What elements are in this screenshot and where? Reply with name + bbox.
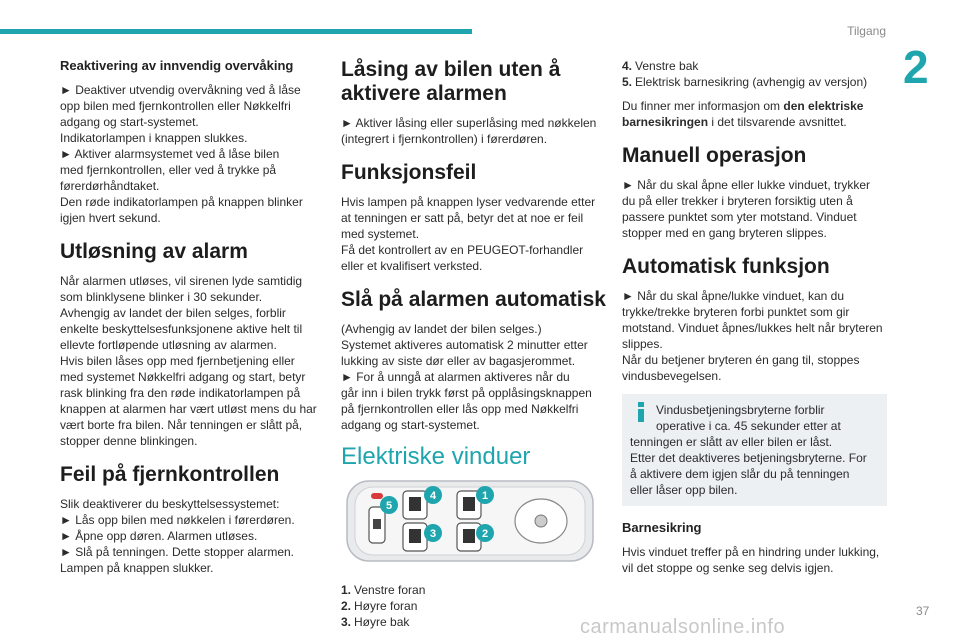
text-line: rask blinking fra den røde indikatorlampen på <box>60 386 301 400</box>
text-line: Den røde indikatorlampen på knappen blinker <box>60 195 303 209</box>
text-line: Hvis lampen på knappen lyser vedvarende etter <box>341 195 596 209</box>
paragraph-manuell <box>622 177 887 241</box>
list-item: 5. Elektrisk barnesikring (avhengig av versjon) <box>622 75 868 89</box>
text-line: ► Åpne opp døren. Alarmen utløses. <box>60 529 258 543</box>
list-item: 2. Høyre foran <box>341 599 418 613</box>
paragraph-info-barnesikring: Du finner mer informasjon om den elektriske barnesikringen i det tilsvarende avsnittet. <box>622 99 864 129</box>
text-line: Lampen på knappen slukker. <box>60 561 214 575</box>
text-line: operative i ca. 45 sekunder etter at <box>656 419 841 433</box>
text-line: med systemet Nøkkelfri adgang og start, betyr <box>60 370 306 384</box>
text-line: stopper med en gang bryteren slippes. <box>622 226 827 240</box>
text-line: ► Når du skal åpne eller lukke vinduet, trykker <box>622 178 870 192</box>
header-accent-bar <box>0 29 472 34</box>
paragraph-lasing <box>341 115 606 147</box>
text-line: Etter det deaktiveres betjeningsbryterne. For <box>630 451 867 465</box>
heading-lasing: Låsing av bilen uten å aktivere alarmen <box>341 58 561 105</box>
switch-right-rear <box>403 523 427 551</box>
paragraph-utlosning <box>60 273 325 449</box>
switch-left-rear <box>403 491 427 519</box>
text-line: som blinklysene blinker i 30 sekunder. <box>60 290 263 304</box>
text-line: ► For å unngå at alarmen aktiveres når du <box>341 370 570 384</box>
text-line: ► Når du skal åpne/lukke vinduet, kan du <box>622 289 845 303</box>
text-line: ► Deaktiver utvendig overvåkning ved å låse <box>60 83 301 97</box>
callout-5: 5 <box>385 500 393 512</box>
text-line: vært borte fra bilen. Når tenningen er slått på, <box>60 418 303 432</box>
heading-reaktivering: Reaktivering av innvendig overvåking <box>60 58 294 73</box>
text-line: adgang og start-systemet. <box>60 115 199 129</box>
paragraph-sla-pa-alarm <box>341 321 606 433</box>
paragraph-feil-fjernkontroll <box>60 496 325 576</box>
text-line: slippes. <box>622 337 663 351</box>
alarm-indicator-lamp <box>371 493 383 499</box>
text-line: motstand. Vinduet åpnes/lukkes helt når bryteren <box>622 321 883 335</box>
text-line: ► Aktiver alarmsystemet ved å låse bilen <box>60 147 280 161</box>
text-line: Når alarmen utløses, vil sirenen lyde samtidig <box>60 274 303 288</box>
text-line: Vindusbetjeningsbryterne forblir <box>656 403 825 417</box>
text-line: går inn i bilen trykk først på opplåsingsknappen <box>341 386 592 400</box>
text-line: ► Lås opp bilen med nøkkelen i førerdøren. <box>60 513 295 527</box>
text-line: Hvis vinduet treffer på en hindring under lukking, <box>622 545 880 559</box>
page-number: 37 <box>916 604 930 618</box>
chapter-heading-elektriske-vinduer: Elektriske vinduer <box>341 443 531 470</box>
text-line: eller et kvalifisert verksted. <box>341 259 483 273</box>
window-switch-panel-illustration <box>345 479 595 564</box>
heading-funksjonsfeil: Funksjonsfeil <box>341 161 477 184</box>
column-2 <box>341 58 606 630</box>
text-line: Hvis bilen låses opp med fjernbetjening eller <box>60 354 295 368</box>
text-line: du på eller trekker i bryteren forsiktig uten å <box>622 194 853 208</box>
info-note-box <box>622 394 887 506</box>
column-1 <box>60 58 325 584</box>
section-title: Tilgang <box>847 24 886 38</box>
text-line: Avhengig av landet der bilen selges, forblir <box>60 306 286 320</box>
column-3 <box>622 58 887 584</box>
text-line: stopper denne blinkingen. <box>60 434 198 448</box>
heading-feil-fjernkontroll: Feil på fjernkontrollen <box>60 463 280 486</box>
text-line: ► Slå på tenningen. Dette stopper alarmen. <box>60 545 295 559</box>
text-line: førerdørhåndtaket. <box>60 179 160 193</box>
text-line: passere punktet som yter motstand. Vinduet <box>622 210 857 224</box>
heading-sla-pa-alarm: Slå på alarmen automatisk <box>341 288 606 311</box>
watermark: carmanualsonline.info <box>580 616 786 638</box>
list-item: 1. Venstre foran <box>341 583 426 597</box>
heading-barnesikring: Barnesikring <box>622 520 702 535</box>
heading-automatisk: Automatisk funksjon <box>622 255 830 278</box>
text-line: adgang og start-systemet. <box>341 418 480 432</box>
text-line: enkelte beskyttelsesfunksjonene aktive helt til <box>60 322 303 336</box>
paragraph-funksjonsfeil <box>341 194 606 274</box>
text-line: med systemet. <box>341 227 420 241</box>
heading-utlosning: Utløsning av alarm <box>60 240 248 263</box>
text-line: knappen at alarmen har vært utløst mens du har <box>60 402 317 416</box>
text-line: tenningen er slått av eller bilen er låst. <box>630 435 833 449</box>
text-line: vil det stoppe og senke seg delvis igjen. <box>622 561 834 575</box>
text-line: (Avhengig av landet der bilen selges.) <box>341 322 542 336</box>
list-item: 4. Venstre bak <box>622 59 699 73</box>
list-item: 3. Høyre bak <box>341 615 410 629</box>
text-line: (integrert i fjernkontrollen) i førerdøren. <box>341 132 548 146</box>
paragraph-reaktivering <box>60 82 325 226</box>
text-line: Systemet aktiveres automatisk 2 minutter etter <box>341 338 588 352</box>
text-line: ► Aktiver låsing eller superlåsing med nøkkelen <box>341 116 597 130</box>
switch-legend-list <box>341 582 606 630</box>
paragraph-barnesikring <box>622 544 887 576</box>
text-line: Slik deaktiverer du beskyttelsessystemet: <box>60 497 280 511</box>
callout-3: 3 <box>429 528 437 540</box>
text-line: trykke/trekke bryteren forbi punktet som gir <box>622 305 850 319</box>
text-line: at tenningen er satt på, betyr det at noe er feil <box>341 211 584 225</box>
switch-legend-list-cont <box>622 58 887 90</box>
text-line: opp bilen med fjernkontrollen eller Nøkkelfri <box>60 99 291 113</box>
text-line: lukking av siste dør eller av bagasjerommet. <box>341 354 576 368</box>
info-icon <box>632 402 650 422</box>
text-line: igjen hvert sekund. <box>60 211 161 225</box>
paragraph-automatisk <box>622 288 887 384</box>
callout-2: 2 <box>481 528 489 540</box>
text-line: ellevte fortløpende utløsning av alarmen. <box>60 338 277 352</box>
heading-manuell: Manuell operasjon <box>622 144 807 167</box>
chapter-number: 2 <box>903 41 929 93</box>
text-line: vindusbevegelsen. <box>622 369 722 383</box>
text-line: å aktivere dem igjen slår du på tenningen <box>630 467 850 481</box>
text-line: på fjernkontrollen eller lås opp med Nøkkelfri <box>341 402 579 416</box>
text-line: Indikatorlampen i knappen slukkes. <box>60 131 248 145</box>
text-line: Få det kontrollert av en PEUGEOT-forhandler <box>341 243 584 257</box>
text-line: eller låser opp bilen. <box>630 483 738 497</box>
callout-4: 4 <box>429 490 437 502</box>
text-line: med fjernkontrollen, eller ved å trykke på <box>60 163 277 177</box>
text-line: Når du betjener bryteren én gang til, stoppes <box>622 353 860 367</box>
callout-1: 1 <box>481 490 489 502</box>
